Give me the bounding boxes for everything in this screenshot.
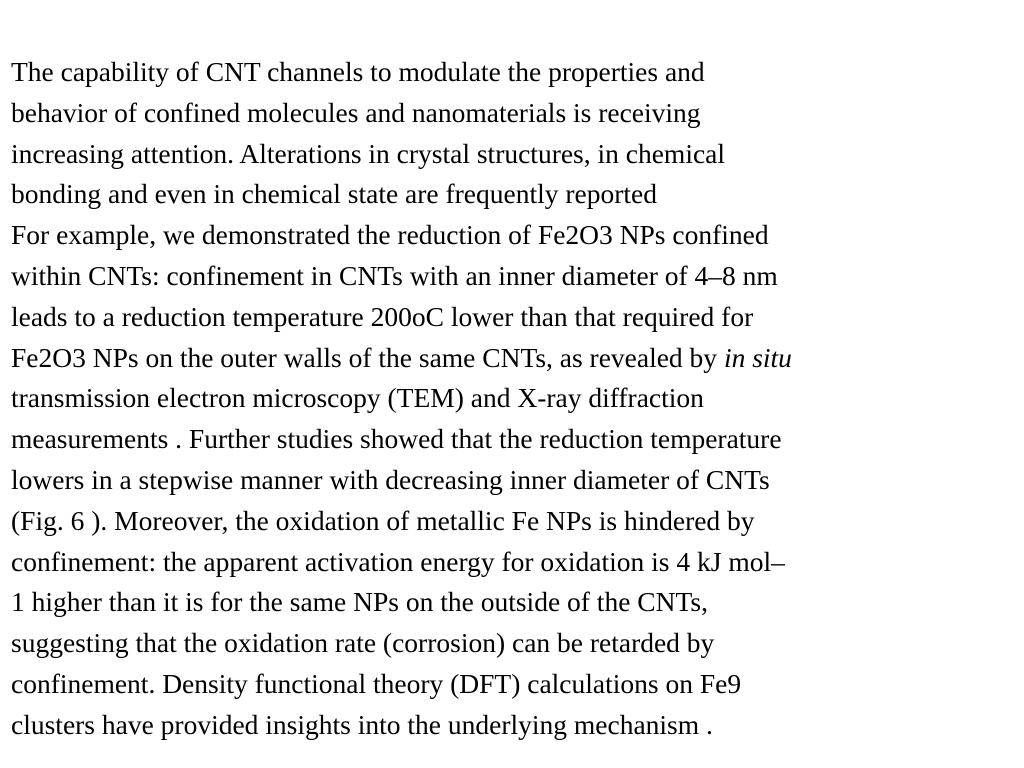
text-line: (Fig. 6 ). Moreover, the oxidation of metallic Fe NPs is hindered by: [11, 504, 755, 536]
text-line: [11, 338, 1011, 379]
text-line: clusters have provided insights into the underlying mechanism .: [11, 708, 713, 740]
text-line: transmission electron microscopy (TEM) and X-ray diffraction: [11, 382, 704, 414]
text-line: 1 higher than it is for the same NPs on the outside of the CNTs,: [11, 586, 708, 618]
text-line: increasing attention. Alterations in crystal structures, in chemical: [11, 137, 726, 169]
text-line: within CNTs: confinement in CNTs with an inner diameter of 4–8 nm: [11, 259, 778, 291]
text-line: suggesting that the oxidation rate (corrosion) can be retarded by: [11, 627, 715, 659]
italic-term-in-situ: in situ: [723, 341, 792, 373]
text-segment: Fe2O3 NPs on the outer walls of the same CNTs, as revealed by: [11, 341, 724, 373]
text-line: lowers in a stepwise manner with decreasing inner diameter of CNTs: [11, 463, 770, 495]
text-line: confinement: the apparent activation energy for oxidation is 4 kJ mol–: [11, 545, 785, 577]
text-line: The capability of CNT channels to modulate the properties and: [11, 56, 705, 87]
text-line: leads to a reduction temperature 200oC lower than that required for: [11, 300, 754, 332]
paragraph-2: [11, 215, 1011, 745]
paragraph-1: [11, 52, 1011, 215]
text-line: bonding and even in chemical state are frequently reported: [11, 178, 657, 210]
text-line: behavior of confined molecules and nanomaterials is receiving: [11, 96, 701, 128]
text-line: confinement. Density functional theory (DFT) calculations on Fe9: [11, 667, 742, 699]
text-line: measurements . Further studies showed that the reduction temperature: [11, 423, 782, 455]
body-text: [11, 52, 1011, 746]
text-line: For example, we demonstrated the reduction of Fe2O3 NPs confined: [11, 219, 769, 251]
